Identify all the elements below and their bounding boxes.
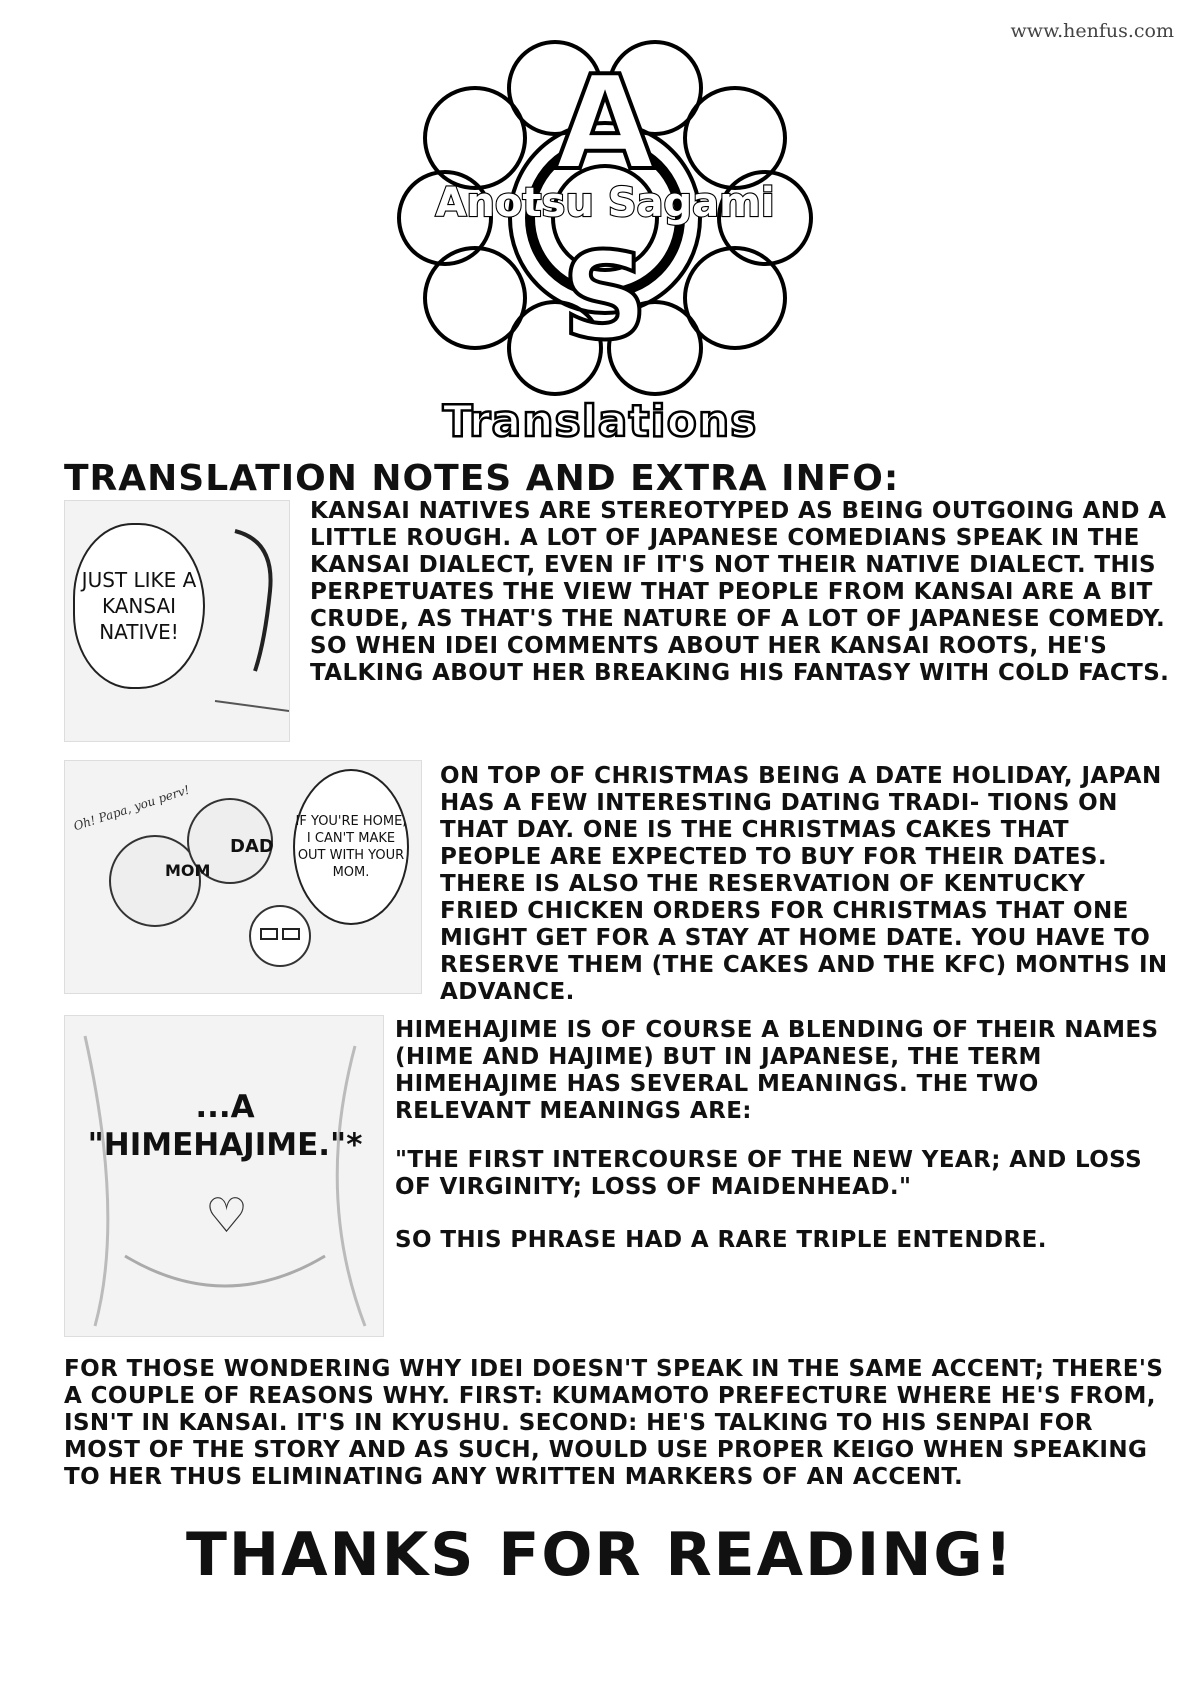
watermark: www.henfus.com: [1010, 20, 1174, 42]
logo-subtitle: Translations: [442, 396, 758, 447]
panel-sketch: [65, 501, 289, 741]
panel-label-mom: MOM: [165, 861, 211, 880]
note-text-kansai: KANSAI NATIVES ARE STEREOTYPED AS BEING OUTGOING AND A LITTLE ROUGH. A LOT OF JAPANESE COMEDIANS SPEAK IN THE KANSAI DIALECT, EVEN IF IT'S NOT THEIR NATIVE DIALECT. THIS PERPETUATES THE VIEW THAT PEOPLE FROM KANSAI ARE A BIT CRUDE, AS THAT'S THE NATURE OF A LOT OF JAPANESE COMEDY. SO WHEN IDEI COMMENTS ABOUT HER KANSAI ROOTS, HE'S TALKING ABOUT HER BREAKING HIS FANTASY WITH COLD FACTS.: [310, 498, 1170, 686]
logo-name: Anotsu Sagami: [435, 180, 775, 226]
note-text-himehajime: HIMEHAJIME IS OF COURSE A BLENDING OF THEIR NAMES (HIME AND HAJIME) BUT IN JAPANESE, THE TERM HIMEHAJIME HAS SEVERAL MEANINGS. THE TWO RELEVANT MEANINGS ARE:: [395, 1017, 1159, 1124]
page-heading: TRANSLATION NOTES AND EXTRA INFO:: [64, 458, 900, 499]
thanks-banner: THANKS FOR READING!: [185, 1520, 1015, 1590]
manga-panel-christmas: [64, 760, 422, 994]
panel-caption: Oh! Papa, you perv!: [71, 782, 192, 834]
speech-bubble: IF YOU'RE HOME, I CAN'T MAKE OUT WITH YOUR MOM.: [293, 769, 409, 925]
speech-bubble: JUST LIKE A KANSAI NATIVE!: [73, 523, 205, 689]
manga-panel-himehajime: [64, 1015, 384, 1337]
panel-text: ...A "HIMEHAJIME."*: [87, 1089, 363, 1163]
note-conclusion: SO THIS PHRASE HAD A RARE TRIPLE ENTENDRE.: [395, 1227, 1047, 1253]
logo-letter-a: A: [554, 47, 656, 199]
manga-panel-kansai: [64, 500, 290, 742]
translator-logo: [395, 18, 815, 448]
closing-note: FOR THOSE WONDERING WHY IDEI DOESN'T SPEAK IN THE SAME ACCENT; THERE'S A COUPLE OF REASONS WHY. FIRST: KUMAMOTO PREFECTURE WHERE HE'S FROM, ISN'T IN KANSAI. IT'S IN KYUSHU. SECOND: HE'S TALKING TO HIS SENPAI FOR MOST OF THE STORY AND AS SUCH, WOULD USE PROPER KEIGO WHEN SPEAKING TO HER THUS ELIMINATING ANY WRITTEN MARKERS OF AN ACCENT.: [64, 1356, 1164, 1490]
note-text-christmas: ON TOP OF CHRISTMAS BEING A DATE HOLIDAY, JAPAN HAS A FEW INTERESTING DATING TRADI- TIONS ON THAT DAY. ONE IS THE CHRISTMAS CAKES THAT PEOPLE ARE EXPECTED TO BUY FOR THEIR DATES. THERE IS ALSO THE RESERVATION OF KENTUCKY FRIED CHICKEN ORDERS FOR CHRISTMAS THAT ONE MIGHT GET FOR A STAY AT HOME DATE. YOU HAVE TO RESERVE THEM (THE CAKES AND THE KFC) MONTHS IN ADVANCE.: [440, 763, 1168, 1005]
logo-letter-s: S: [561, 228, 649, 367]
heart-icon: ♡: [205, 1188, 249, 1244]
panel-label-dad: DAD: [230, 836, 274, 857]
note-quote: "THE FIRST INTERCOURSE OF THE NEW YEAR; AND LOSS OF VIRGINITY; LOSS OF MAIDENHEAD.": [395, 1147, 1143, 1200]
